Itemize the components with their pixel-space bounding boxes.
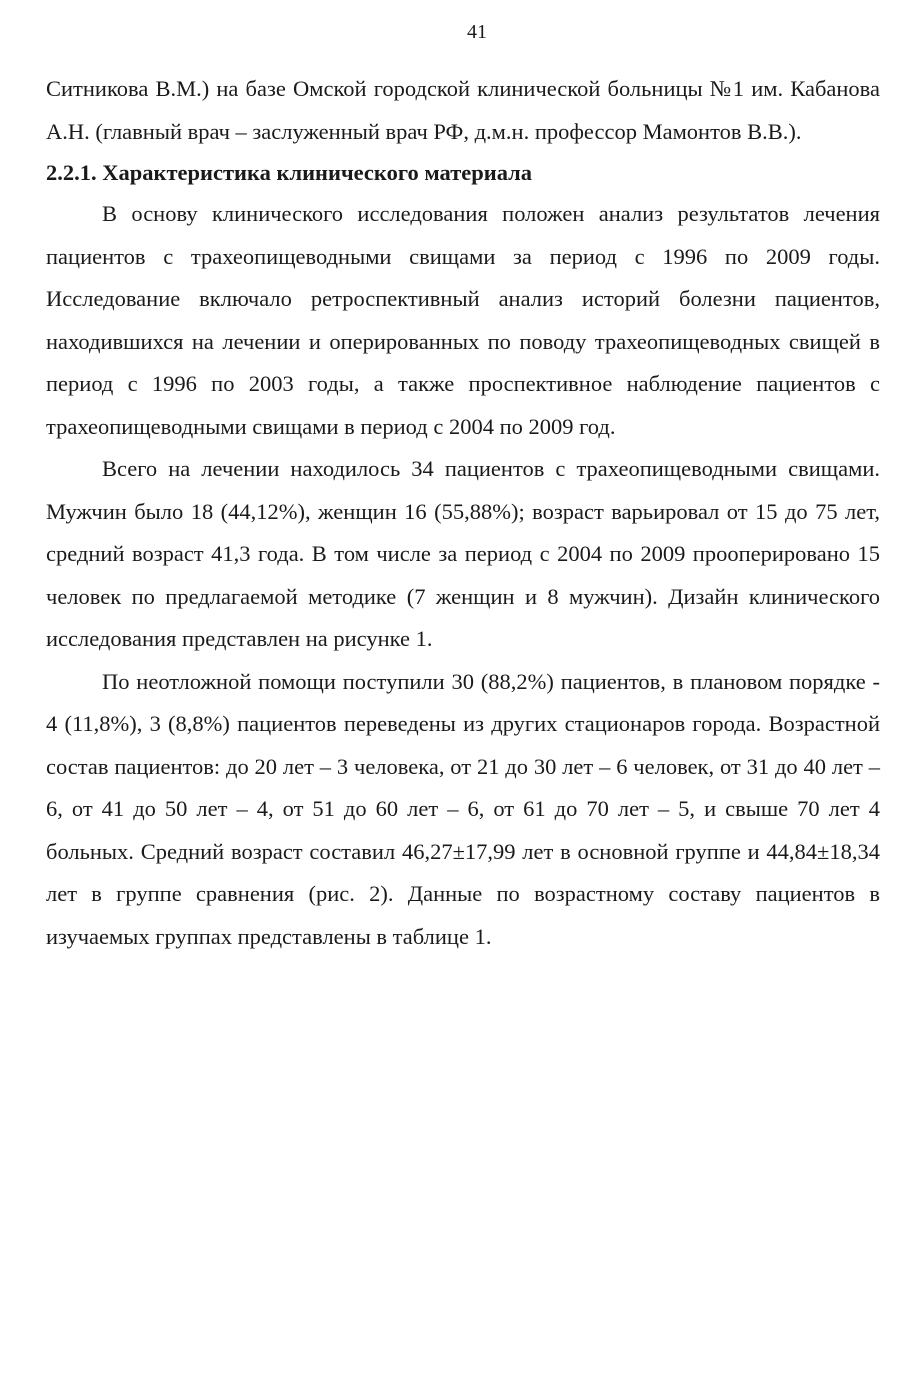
section-heading: 2.2.1. Характеристика клинического материала (46, 160, 533, 185)
page-number: 41 (467, 21, 487, 43)
intro-paragraph: Ситникова В.М.) на базе Омской городской клинической больницы №1 им. Кабанова А.Н. (главный врач – заслуженный врач РФ, д.м.н. профессор Мамонтов В.В.). (46, 76, 880, 144)
paragraph-admission-age: По неотложной помощи поступили 30 (88,2%) пациентов, в плановом порядке - 4 (11,8%), 3 (8,8%) пациентов переведены из других стационаров города. Возрастной состав пациентов: до 20 лет – 3 человека, от 21 до 30 лет – 6 человек, от 31 до 40 лет – 6, от 41 до 50 лет – 4, от 51 до 60 лет – 6, от 61 до 70 лет – 5, и свыше 70 лет 4 больных. Средний возраст составил 46,27±17,99 лет в основной группе и 44,84±18,34 лет в группе сравнения (рис. 2). Данные по возрастному составу пациентов в изучаемых группах представлены в таблице 1. (46, 668, 880, 949)
paragraph-study-basis: В основу клинического исследования положен анализ результатов лечения пациентов с трахеопищеводными свищами за период с 1996 по 2009 годы. Исследование включало ретроспективный анализ историй болезни пациентов, находившихся на лечении и оперированных по поводу трахеопищеводных свищей в период с 1996 по 2003 годы, а также проспективное наблюдение пациентов с трахеопищеводными свищами в период с 2004 по 2009 год. (46, 201, 880, 439)
paragraph-patient-totals: Всего на лечении находилось 34 пациентов с трахеопищеводными свищами. Мужчин было 18 (44,12%), женщин 16 (55,88%); возраст варьировал от 15 до 75 лет, средний возраст 41,3 года. В том числе за период с 2004 по 2009 прооперировано 15 человек по предлагаемой методике (7 женщин и 8 мужчин). Дизайн клинического исследования представлен на рисунке 1. (46, 456, 880, 651)
